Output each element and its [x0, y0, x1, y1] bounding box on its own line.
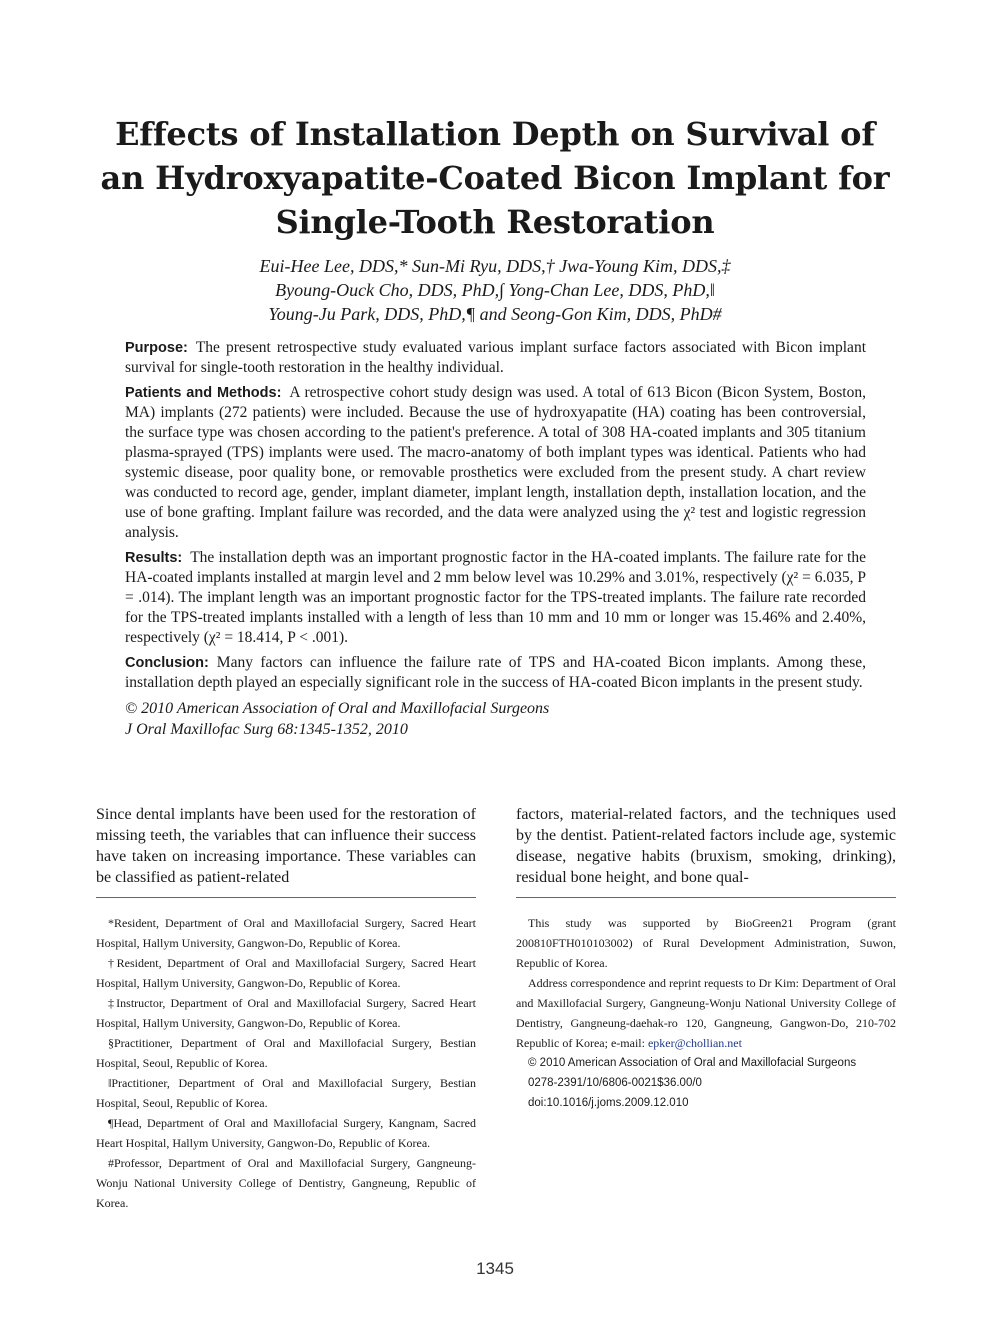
affiliation-footnotes	[96, 913, 476, 1213]
methods-label: Patients and Methods:	[125, 385, 282, 401]
footnote: #Professor, Department of Oral and Maxillofacial Surgery, Gangneung-Wonju National University College of Dentistry, Gangneung, Republic of Korea.	[96, 1156, 476, 1210]
abstract-conclusion	[125, 653, 866, 693]
footnote: ¶Head, Department of Oral and Maxillofacial Surgery, Kangnam, Sacred Heart Hospital, Hallym University, Gangwon-Do, Republic of Korea.	[96, 1116, 476, 1150]
publication-footnotes	[516, 913, 896, 1113]
results-text: The installation depth was an important prognostic factor in the HA-coated implants. The failure rate for the HA-coated implants installed at margin level and 2 mm below level was 10.29% and 3.01%, respectively (χ² = 6.035, P = .014). The implant length was an important prognostic factor for the TPS-treated implants. The failure rate recorded for the TPS-treated implants installed with a length of less than 10 mm and 10 mm or longer was 15.46% and 2.40%, respectively (χ² = 18.414, P < .001).	[125, 549, 866, 646]
footnote-divider	[96, 897, 476, 898]
abstract-results	[125, 548, 866, 648]
footnote: *Resident, Department of Oral and Maxillofacial Surgery, Sacred Heart Hospital, Hallym University, Gangwon-Do, Republic of Korea.	[96, 916, 476, 950]
methods-text: A retrospective cohort study design was used. A total of 613 Bicon (Bicon System, Boston, MA) implants (272 patients) were included. Because the use of hydroxyapatite (HA) coating has been controversial, the surface type was chosen according to the patient's preference. A total of 308 HA-coated implants and 305 titanium plasma-sprayed (TPS) implants were used. The macro-anatomy of both implant types was identical. Patients who had systemic disease, poor quality bone, or removable prosthetics were excluded from the present study. A chart review was conducted to record age, gender, implant diameter, implant length, installation depth, installation location, and the use of bone grafting. Implant failure was recorded, and the data were analyzed using the χ² test and logistic regression analysis.	[125, 384, 866, 541]
article-title: Effects of Installation Depth on Survival of an Hydroxyapatite-Coated Bicon Implant for Single-Tooth Restoration	[100, 115, 890, 241]
abstract-copyright: © 2010 American Association of Oral and Maxillofacial Surgeons	[125, 700, 550, 717]
footnote: ‡Instructor, Department of Oral and Maxillofacial Surgery, Sacred Heart Hospital, Hallym University, Gangwon-Do, Republic of Korea.	[96, 996, 476, 1030]
doi[interactable]: doi:10.1016/j.joms.2009.12.010	[528, 1097, 689, 1109]
funding-note: This study was supported by BioGreen21 Program (grant 200810FTH010103002) of Rural Development Administration, Suwon, Republic of Korea.	[516, 916, 896, 970]
author-list	[150, 254, 840, 326]
abstract	[125, 338, 866, 740]
purpose-label: Purpose:	[125, 340, 188, 356]
author-line: Eui-Hee Lee, DDS,* Sun-Mi Ryu, DDS,† Jwa-Young Kim, DDS,‡	[259, 256, 731, 276]
conclusion-label: Conclusion:	[125, 655, 209, 671]
body-text-left: Since dental implants have been used for the restoration of missing teeth, the variables that can influence their success have taken on increasing importance. These variables can be classified as patient-related	[96, 806, 476, 886]
conclusion-text: Many factors can influence the failure rate of TPS and HA-coated Bicon implants. Among these, installation depth played an especially significant role in the success of HA-coated Bicon implants in the present study.	[125, 654, 866, 691]
footnote: †Resident, Department of Oral and Maxillofacial Surgery, Sacred Heart Hospital, Hallym University, Gangwon-Do, Republic of Korea.	[96, 956, 476, 990]
footnote: §Practitioner, Department of Oral and Maxillofacial Surgery, Bestian Hospital, Seoul, Republic of Korea.	[96, 1036, 476, 1070]
correspondence-note	[516, 973, 896, 1053]
page-number: 1345	[476, 1259, 514, 1278]
email-link[interactable]: epker@chollian.net	[647, 1036, 742, 1050]
author-line: Byoung-Ouck Cho, DDS, PhD,∫ Yong-Chan Lee, DDS, PhD,‖	[275, 280, 715, 300]
correspondence-address: Address correspondence and reprint requests to Dr Kim: Department of Oral and Maxillofacial Surgery, Gangneung-Wonju National University College of Dentistry, Gangneung-daehak-ro 120, Gangneung, Gangwon-Do, 210-702 Republic of Korea; e-mail:	[516, 976, 896, 1050]
footnote-divider	[516, 897, 896, 898]
purpose-text: The present retrospective study evaluated various implant surface factors associated with Bicon implant survival for single-tooth restoration in the healthy individual.	[125, 339, 866, 376]
abstract-methods	[125, 383, 866, 543]
issn-code: 0278-2391/10/6806-0021$36.00/0	[528, 1077, 702, 1089]
author-line: Young-Ju Park, DDS, PhD,¶ and Seong-Gon Kim, DDS, PhD#	[268, 304, 722, 324]
footnote-copyright: © 2010 American Association of Oral and Maxillofacial Surgeons	[528, 1057, 857, 1069]
abstract-purpose	[125, 338, 866, 378]
footnote: ‖Practitioner, Department of Oral and Maxillofacial Surgery, Bestian Hospital, Seoul, Republic of Korea.	[96, 1076, 476, 1110]
body-text-right: factors, material-related factors, and the techniques used by the dentist. Patient-related factors include age, systemic disease, negative habits (bruxism, smoking, drinking), residual bone height, and bone qual-	[516, 806, 896, 886]
results-label: Results:	[125, 550, 183, 566]
journal-citation: J Oral Maxillofac Surg 68:1345-1352, 2010	[125, 721, 408, 738]
